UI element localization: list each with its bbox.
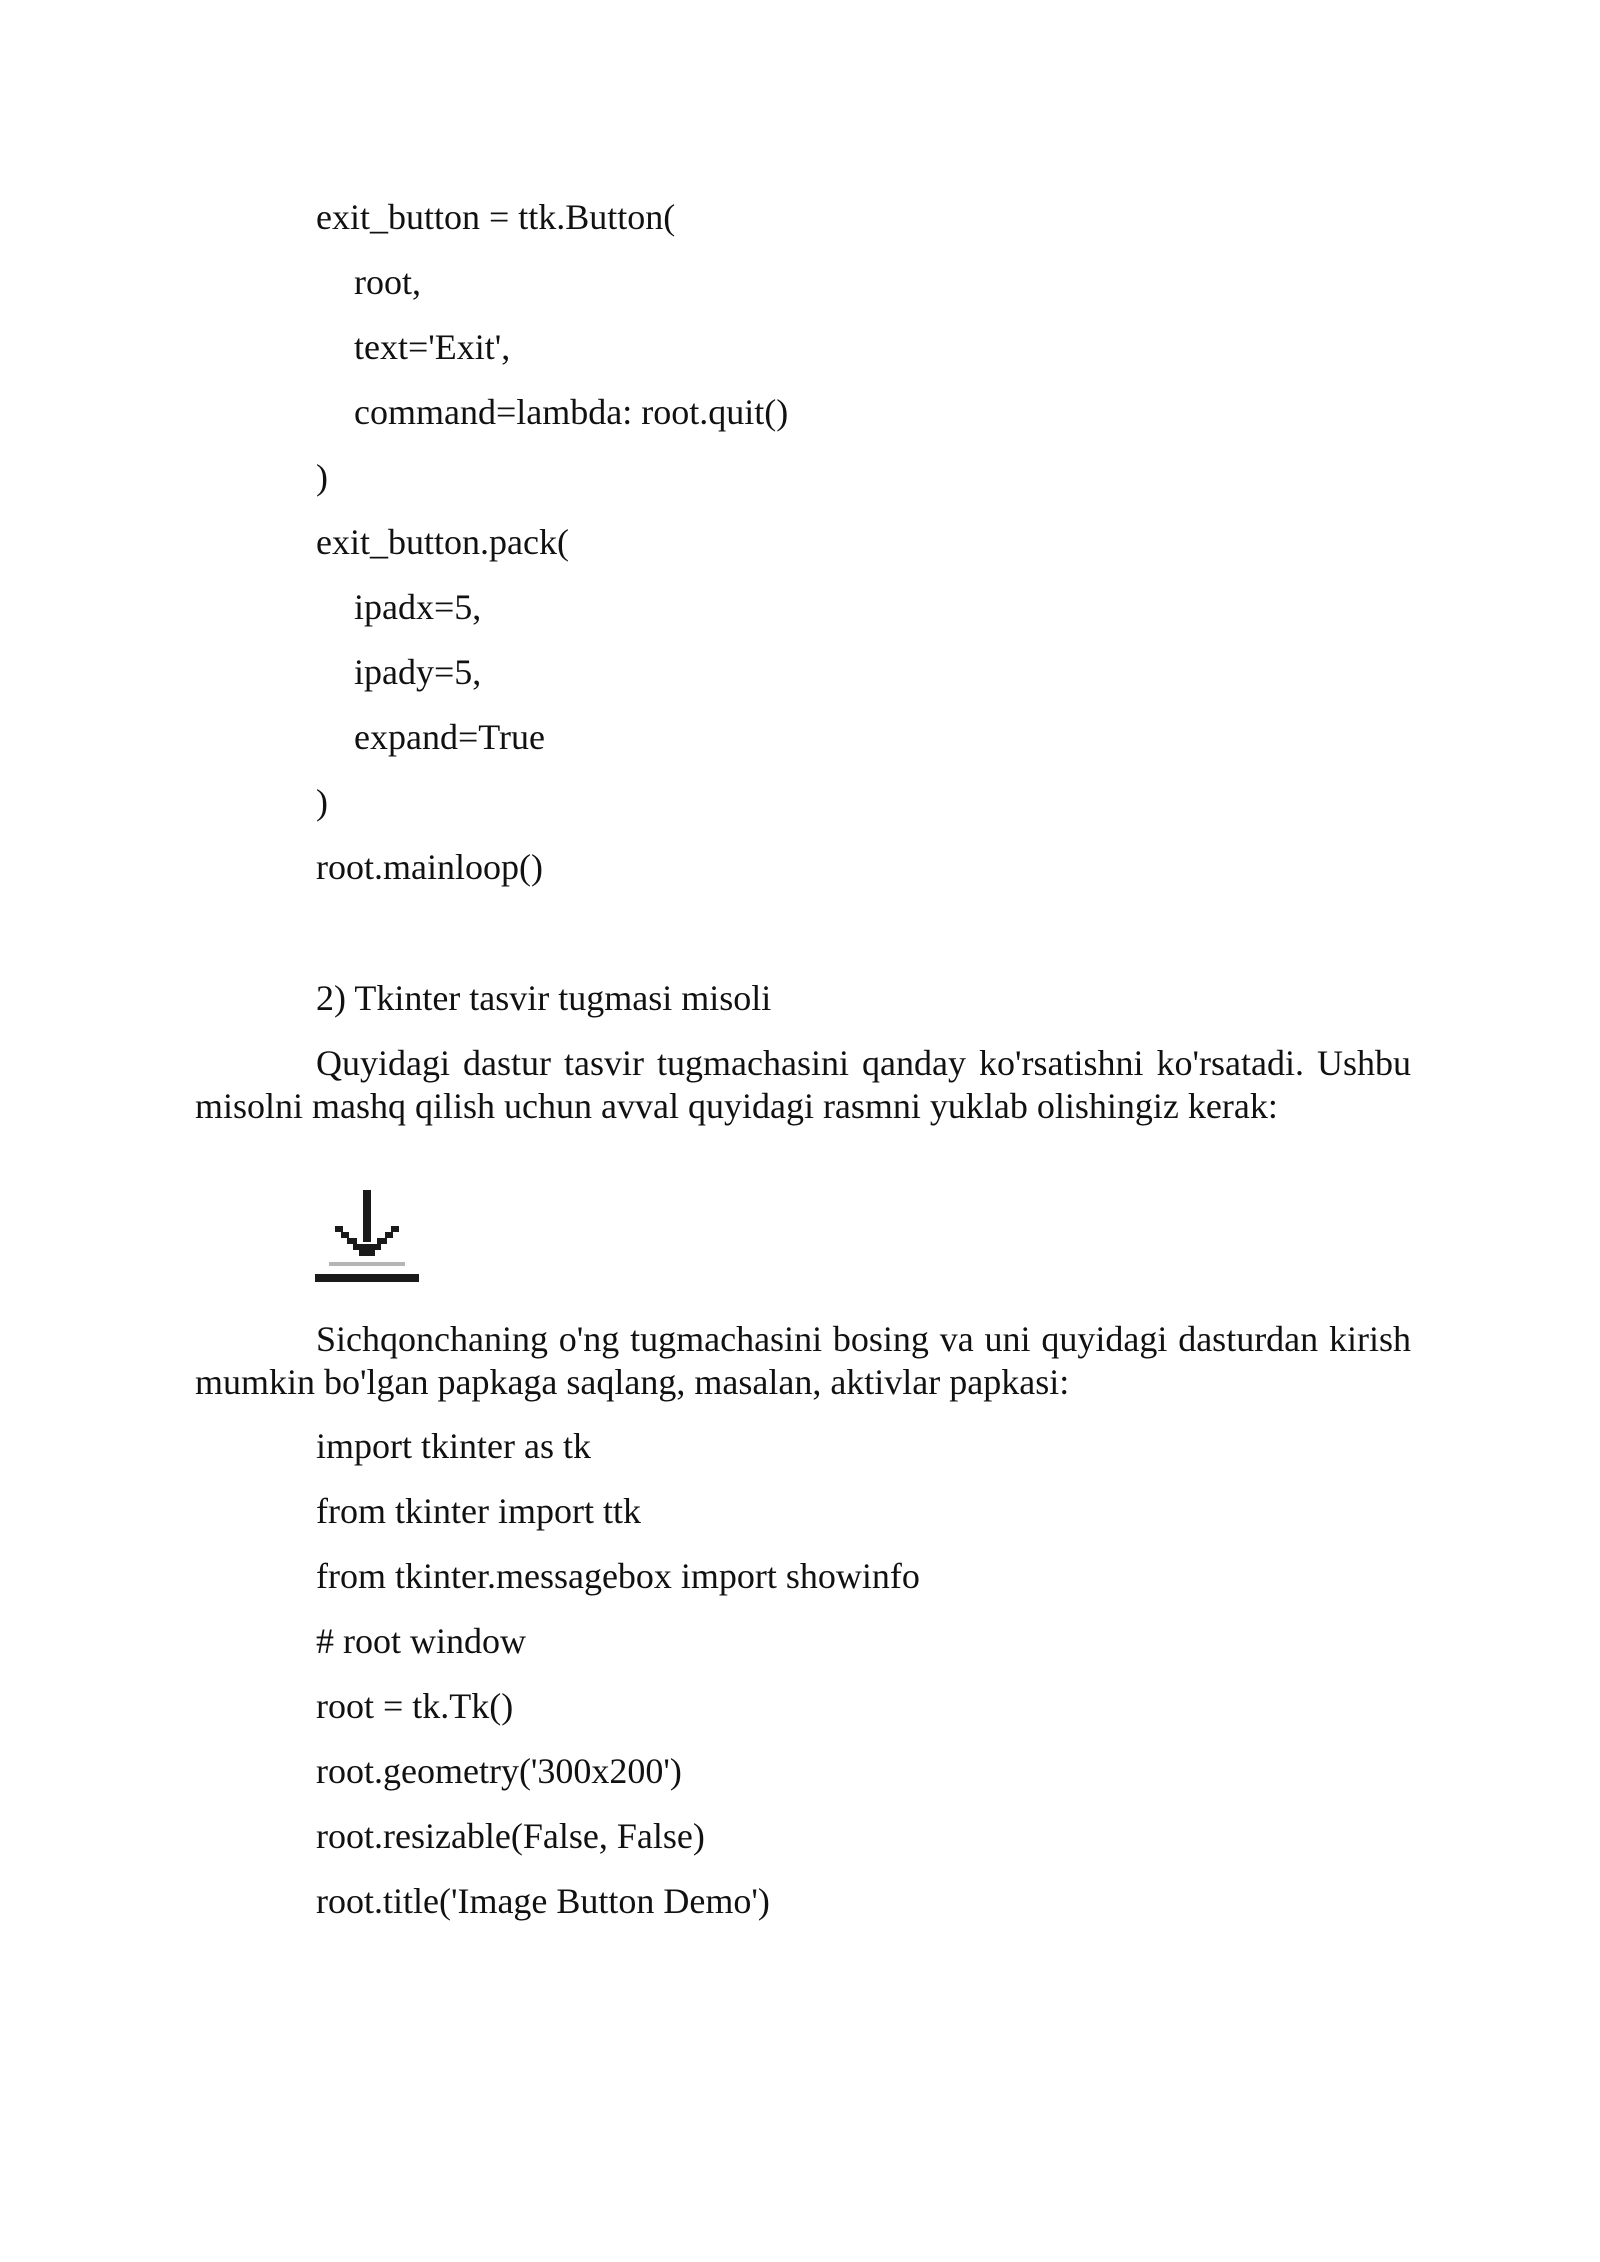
code-line: root = tk.Tk(): [316, 1686, 514, 1726]
download-icon: [315, 1190, 419, 1294]
code-line: expand=True: [354, 717, 545, 757]
code-line: text='Exit',: [354, 327, 511, 367]
code-line: ): [316, 457, 328, 497]
code-line: root.geometry('300x200'): [316, 1751, 682, 1791]
code-line: root,: [354, 262, 421, 302]
paragraph-save-instructions: Sichqonchaning o'ng tugmachasini bosing va uni quyidagi dasturdan kirish mumkin bo'lgan papkaga saqlang, masalan, aktivlar papkasi:: [195, 1319, 1411, 1402]
code-line: root.title('Image Button Demo'): [316, 1881, 770, 1921]
code-line: root.mainloop(): [316, 847, 543, 887]
code-line: import tkinter as tk: [316, 1426, 591, 1466]
code-line: exit_button.pack(: [316, 522, 569, 562]
code-line: command=lambda: root.quit(): [354, 392, 789, 432]
code-line: root.resizable(False, False): [316, 1816, 705, 1856]
code-line: ): [316, 782, 328, 822]
code-line: # root window: [316, 1621, 526, 1661]
code-line: from tkinter.messagebox import showinfo: [316, 1556, 920, 1596]
code-line: ipadx=5,: [354, 587, 482, 627]
section-heading: 2) Tkinter tasvir tugmasi misoli: [316, 978, 772, 1018]
code-line: exit_button = ttk.Button(: [316, 197, 676, 237]
paragraph-intro: Quyidagi dastur tasvir tugmachasini qanday ko'rsatishni ko'rsatadi. Ushbu misolni mashq qilish uchun avval quyidagi rasmni yuklab olishingiz kerak:: [195, 1043, 1411, 1126]
code-line: from tkinter import ttk: [316, 1491, 641, 1531]
code-line: ipady=5,: [354, 652, 482, 692]
